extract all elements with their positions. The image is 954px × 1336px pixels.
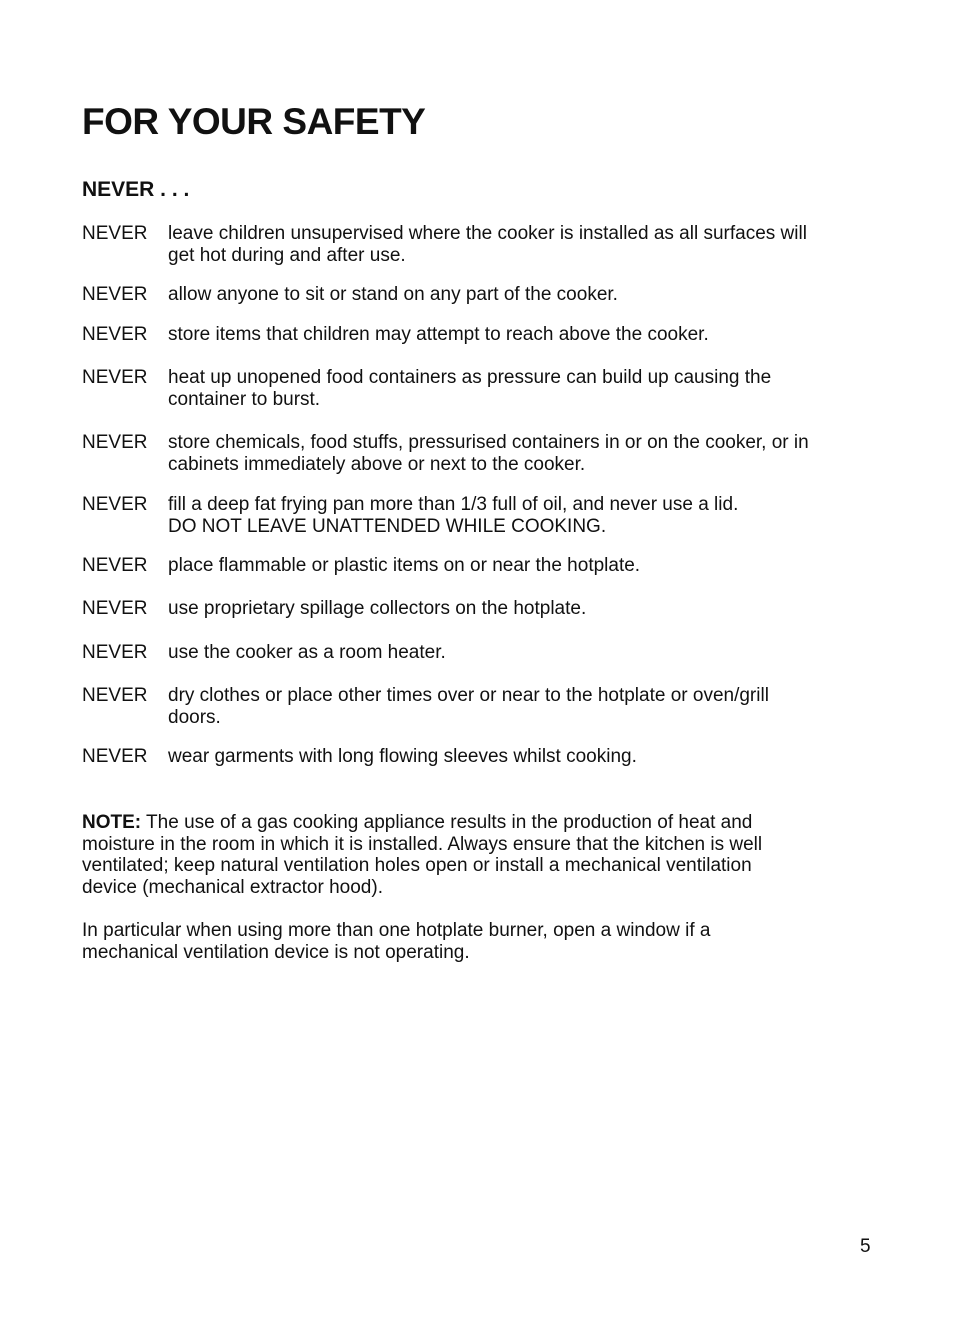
rule-text (168, 685, 868, 728)
rule-lead: NEVER (82, 746, 148, 767)
rule-text (168, 746, 868, 768)
paragraph-line: In particular when using more than one hotplate burner, open a window if a (82, 920, 711, 941)
rule-lead: NEVER (82, 223, 148, 244)
rule-line: cabinets immediately above or next to the cooker. (168, 453, 586, 475)
section-heading: NEVER . . . (82, 178, 190, 201)
rule-line: use the cooker as a room heater. (168, 642, 446, 663)
note-line: The use of a gas cooking appliance results in the production of heat and (141, 812, 753, 833)
rule-line: get hot during and after use. (168, 244, 406, 266)
rule-line: wear garments with long flowing sleeves whilst cooking. (168, 746, 637, 767)
rule-line: store chemicals, food stuffs, pressurised containers in or on the cooker, or in (168, 432, 809, 453)
rule-line: doors. (168, 706, 221, 728)
rule-line: leave children unsupervised where the cooker is installed as all surfaces will (168, 223, 807, 244)
rule-line: allow anyone to sit or stand on any part of the cooker. (168, 284, 618, 305)
rule-lead: NEVER (82, 685, 148, 706)
rule-line: use proprietary spillage collectors on the hotplate. (168, 598, 587, 619)
rule-line: heat up unopened food containers as pressure can build up causing the (168, 367, 772, 388)
rule-text (168, 642, 868, 664)
rule-line: fill a deep fat frying pan more than 1/3 full of oil, and never use a lid. (168, 494, 739, 515)
rule-lead: NEVER (82, 324, 148, 345)
note-paragraph (82, 812, 842, 898)
rule-line: place flammable or plastic items on or near the hotplate. (168, 555, 641, 576)
rule-line: DO NOT LEAVE UNATTENDED WHILE COOKING. (168, 515, 607, 537)
rule-text (168, 494, 868, 537)
page-number: 5 (860, 1236, 871, 1257)
ventilation-paragraph (82, 920, 842, 963)
rule-line: container to burst. (168, 388, 321, 410)
page-title: FOR YOUR SAFETY (82, 101, 426, 142)
rule-text (168, 367, 868, 410)
note-line: device (mechanical extractor hood). (82, 876, 383, 898)
rule-text (168, 598, 868, 620)
rule-text (168, 284, 868, 306)
note-label: NOTE: (82, 812, 142, 833)
rule-line: store items that children may attempt to reach above the cooker. (168, 324, 709, 345)
rule-lead: NEVER (82, 284, 148, 305)
rule-lead: NEVER (82, 555, 148, 576)
rule-lead: NEVER (82, 494, 148, 515)
rule-text (168, 223, 868, 266)
rule-text (168, 324, 868, 346)
rule-lead: NEVER (82, 432, 148, 453)
note-line: ventilated; keep natural ventilation holes open or install a mechanical ventilation (82, 855, 752, 876)
rule-lead: NEVER (82, 598, 148, 619)
rule-text (168, 555, 868, 577)
rule-lead: NEVER (82, 367, 148, 388)
rule-line: dry clothes or place other times over or near to the hotplate or oven/grill (168, 685, 769, 706)
rule-lead: NEVER (82, 642, 148, 663)
paragraph-line: mechanical ventilation device is not operating. (82, 941, 470, 963)
rule-text (168, 432, 868, 475)
note-line: moisture in the room in which it is installed. Always ensure that the kitchen is well (82, 833, 763, 855)
